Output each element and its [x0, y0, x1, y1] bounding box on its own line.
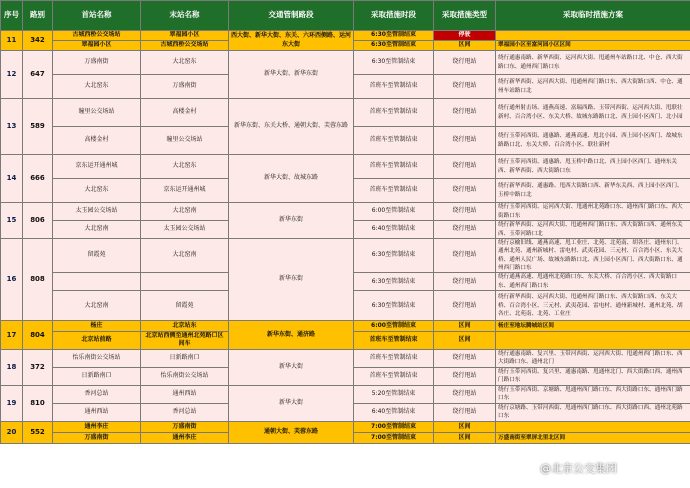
last-stop-cell: 京东运开通州城 — [141, 179, 229, 203]
row-number-cell: 19 — [1, 385, 23, 421]
plan-cell: 绕行新华西街、运河西大街、甩通州西门路口东、西大街路口西、东关大桥、百合湾小区、三元村、武夷花园、雷电村、通州新城村、通州北苑、胡各庄、北苑南、北苑、工业庄 — [496, 291, 690, 321]
time-cell: 首班车至管制结束 — [354, 75, 434, 99]
plan-cell: 杨庄至地坛腾城站区间 — [496, 321, 690, 332]
row-number-cell: 14 — [1, 155, 23, 203]
row-number-cell: 18 — [1, 349, 23, 385]
row-number-cell: 16 — [1, 239, 23, 321]
last-stop-cell: 北京站东 — [141, 321, 229, 332]
last-stop-cell: 日新路南口 — [141, 349, 229, 367]
last-stop-cell: 瞳里公交场站 — [141, 127, 229, 155]
control-road-cell: 新华东街、东关大桥、通朝大街、芙蓉东路 — [229, 99, 354, 155]
time-cell: 首班车至管制结束 — [354, 332, 434, 350]
first-stop-cell: 怡乐南街公交场站 — [53, 349, 141, 367]
time-cell: 5:20至管制结束 — [354, 385, 434, 403]
measure-type-cell: 绕行甩站 — [434, 273, 496, 291]
first-stop-cell: 京东运开通州城 — [53, 155, 141, 179]
measure-type-cell: 绕行甩站 — [434, 127, 496, 155]
time-cell: 6:30至管制结束 — [354, 291, 434, 321]
time-cell: 6:40至管制结束 — [354, 403, 434, 421]
row-number-cell: 20 — [1, 421, 23, 443]
row-number-cell: 13 — [1, 99, 23, 155]
table-row — [1, 421, 690, 432]
last-stop-cell: 大北窑南 — [141, 239, 229, 273]
table-row — [1, 203, 690, 221]
last-stop-cell: 北京站西侧至通州北苑路口区间车 — [141, 332, 229, 350]
plan-cell — [496, 421, 690, 432]
plan-cell: 绕行通燕高速、甩通州北苑路口东、东关大桥、百合湾小区、西大街路口东、通州西门路口东 — [496, 273, 690, 291]
header-cell: 路别 — [23, 1, 53, 31]
time-cell: 7:00至管制结束 — [354, 432, 434, 443]
measure-type-cell: 区间 — [434, 432, 496, 443]
time-cell: 6:00至管制结束 — [354, 203, 434, 221]
first-stop-cell: 通州西站 — [53, 403, 141, 421]
table-row — [1, 155, 690, 179]
plan-cell: 绕行通惠南路、新华西街、运河西大街、甩通州车站路口北、中仓、西大街路口东、通州西门路口东 — [496, 51, 690, 75]
control-road-cell: 新华东街 — [229, 203, 354, 239]
table-row — [1, 239, 690, 273]
last-stop-cell: 高楼金村 — [141, 99, 229, 127]
measure-type-cell: 区间 — [434, 421, 496, 432]
first-stop-cell: 万盛南街 — [53, 432, 141, 443]
time-cell: 首班车至管制结束 — [354, 99, 434, 127]
header-cell: 采取措施时段 — [354, 1, 434, 31]
measure-type-cell: 绕行甩站 — [434, 239, 496, 273]
control-road-cell: 新华大街 — [229, 349, 354, 385]
measure-type-cell: 区间 — [434, 332, 496, 350]
plan-cell: 翠福园小区至富河园小区区间 — [496, 41, 690, 51]
table-row — [1, 51, 690, 75]
measure-type-cell: 绕行甩站 — [434, 367, 496, 385]
control-road-cell: 新华大街、新华东街 — [229, 51, 354, 99]
plan-cell: 万盛南街至翠屏北里北区间 — [496, 432, 690, 443]
route-code-cell: 589 — [23, 99, 53, 155]
last-stop-cell: 古城西桥公交场站 — [141, 41, 229, 51]
plan-cell: 绕行通惠南路、复兴里、玉带河西街、运河西大街、甩通州西门路口东、西大街路口东、通州北门 — [496, 349, 690, 367]
first-stop-cell: 瞳里公交场站 — [53, 99, 141, 127]
first-stop-cell: 北京站前路 — [53, 332, 141, 350]
first-stop-cell: 留霞苑 — [53, 239, 141, 273]
route-code-cell: 647 — [23, 51, 53, 99]
row-number-cell: 12 — [1, 51, 23, 99]
first-stop-cell: 大北窑东 — [53, 179, 141, 203]
last-stop-cell: 太玉园公交场站 — [141, 221, 229, 239]
route-code-cell: 342 — [23, 31, 53, 51]
plan-cell — [496, 332, 690, 350]
last-stop-cell: 大北窑东 — [141, 155, 229, 179]
first-stop-cell: 大北窑东 — [53, 75, 141, 99]
header-cell: 末站名称 — [141, 1, 229, 31]
table-body — [1, 31, 690, 444]
first-stop-cell: 杨庄 — [53, 321, 141, 332]
control-road-cell: 新华东街、通济路 — [229, 321, 354, 350]
last-stop-cell — [141, 273, 229, 291]
first-stop-cell: 大北窑南 — [53, 221, 141, 239]
last-stop-cell: 通州李庄 — [141, 432, 229, 443]
route-code-cell: 804 — [23, 321, 53, 350]
row-number-cell: 17 — [1, 321, 23, 350]
measure-type-cell: 绕行甩站 — [434, 349, 496, 367]
last-stop-cell: 香河总站 — [141, 403, 229, 421]
first-stop-cell: 万盛南街 — [53, 51, 141, 75]
time-cell: 6:30至管制结束 — [354, 31, 434, 41]
last-stop-cell: 大北窑南 — [141, 203, 229, 221]
measure-type-cell: 区间 — [434, 41, 496, 51]
measure-type-cell: 绕行甩站 — [434, 221, 496, 239]
first-stop-cell: 大北窑南 — [53, 291, 141, 321]
table-row — [1, 31, 690, 41]
measure-type-cell: 绕行甩站 — [434, 291, 496, 321]
plan-cell: 绕行玉带河西街、通惠路、通燕高速、甩北小园、西上园小区西门、故城东路路口北、东关大桥、百合湾小区、联壮新村 — [496, 127, 690, 155]
first-stop-cell: 古城西桥公交场站 — [53, 31, 141, 41]
first-stop-cell: 太玉园公交场站 — [53, 203, 141, 221]
table-row — [1, 321, 690, 332]
time-cell: 6:40至管制结束 — [354, 221, 434, 239]
measure-type-cell: 绕行甩站 — [434, 75, 496, 99]
last-stop-cell: 留霞苑 — [141, 291, 229, 321]
plan-cell: 绕行京榆旧线、通燕高速、甩工业庄、北苑、北苑南、胡各庄、通州东门、通州北苑、通州新城村、雷电村、武夷花园、三元村、百合湾小区、东关大桥、通州人民广场、故城东路路口北、西上园小区西门、西大街路口东、通州西门路口东 — [496, 239, 690, 273]
header-cell: 采取临时措施方案 — [496, 1, 690, 31]
plan-cell: 绕行玉带河西街、复兴里、通惠南路、甩通州北门、西大街路口西、通州西门路口东 — [496, 367, 690, 385]
control-road-cell: 新华大街、故城东路 — [229, 155, 354, 203]
time-cell: 6:30至管制结束 — [354, 239, 434, 273]
time-cell: 首班车至管制结束 — [354, 127, 434, 155]
route-code-cell: 552 — [23, 421, 53, 443]
time-cell: 6:30至管制结束 — [354, 41, 434, 51]
time-cell: 6:30至管制结束 — [354, 51, 434, 75]
header-cell: 首站名称 — [53, 1, 141, 31]
time-cell: 首班车至管制结束 — [354, 367, 434, 385]
measure-type-cell: 绕行甩站 — [434, 155, 496, 179]
last-stop-cell: 万盛南街 — [141, 75, 229, 99]
table-row — [1, 99, 690, 127]
last-stop-cell: 怡乐南街公交场站 — [141, 367, 229, 385]
time-cell: 首班车至管制结束 — [354, 155, 434, 179]
control-road-cell: 通朝大街、芙蓉东路 — [229, 421, 354, 443]
header-cell: 采取措施类型 — [434, 1, 496, 31]
watermark: @北京公交集团 — [540, 462, 617, 475]
first-stop-cell — [53, 273, 141, 291]
measure-type-cell: 绕行甩站 — [434, 203, 496, 221]
first-stop-cell: 翠福园小区 — [53, 41, 141, 51]
last-stop-cell: 翠福园小区 — [141, 31, 229, 41]
table-row — [1, 349, 690, 367]
row-number-cell: 15 — [1, 203, 23, 239]
row-number-cell: 11 — [1, 31, 23, 51]
table-row — [1, 385, 690, 403]
measure-type-cell: 绕行甩站 — [434, 99, 496, 127]
time-cell: 首班车至管制结束 — [354, 179, 434, 203]
first-stop-cell: 香河总站 — [53, 385, 141, 403]
time-cell: 6:30至管制结束 — [354, 273, 434, 291]
plan-cell — [496, 31, 690, 41]
plan-cell: 绕行新华西街、运河西大街、甩通州西门路口东、西大街路口西、中仓、通州车站路口北 — [496, 75, 690, 99]
measure-type-cell: 绕行甩站 — [434, 385, 496, 403]
plan-cell: 绕行玉带河西街、京塘路、甩通州西门路口东、西大街路口东、通州西门路口东 — [496, 385, 690, 403]
last-stop-cell: 万盛南街 — [141, 421, 229, 432]
route-code-cell: 666 — [23, 155, 53, 203]
route-code-cell: 372 — [23, 349, 53, 385]
plan-cell: 绕行通州射击场、通燕高速、富瑞西路、玉带河西街、运河西大街、甩联壮新村、百合湾小区、东关大桥、故城东路路口北、西上园小区西门、北小园 — [496, 99, 690, 127]
first-stop-cell: 通州李庄 — [53, 421, 141, 432]
header-cell: 序号 — [1, 1, 23, 31]
measure-type-cell: 停驶 — [434, 31, 496, 41]
plan-cell: 绕行京塘路、玉带河西街、甩通州西门路口东、西大街路口西、通州北苑路口东 — [496, 403, 690, 421]
route-code-cell: 808 — [23, 239, 53, 321]
control-road-cell: 新华大街 — [229, 385, 354, 421]
header-cell: 交通管制路段 — [229, 1, 354, 31]
last-stop-cell: 大北窑东 — [141, 51, 229, 75]
control-road-cell: 西大街、新华大街、东关、六环西侧路、运河东大街 — [229, 31, 354, 51]
first-stop-cell: 高楼金村 — [53, 127, 141, 155]
plan-cell: 绕行新华西街、运河西大街、甩通州西门路口东、西大街路口西、通州东关西、玉带河路口北 — [496, 221, 690, 239]
measure-type-cell: 绕行甩站 — [434, 51, 496, 75]
time-cell: 首班车至管制结束 — [354, 349, 434, 367]
first-stop-cell: 日新路南口 — [53, 367, 141, 385]
plan-cell: 绕行新华西街、通惠路、甩西大街路口西、新华东关西、西上园小区西门、玉桥中路口北 — [496, 179, 690, 203]
time-cell: 7:00至管制结束 — [354, 421, 434, 432]
route-code-cell: 806 — [23, 203, 53, 239]
plan-cell: 绕行玉带河西街、运河西大街、甩通州北苑路口东、通州西门路口东、西大街路口东 — [496, 203, 690, 221]
plan-cell: 绕行玉带河西街、通惠路、甩玉桥中路口北、西上园小区西门、通州东关西、新华西街、西大街路口东 — [496, 155, 690, 179]
time-cell: 6:00至管制结束 — [354, 321, 434, 332]
route-code-cell: 810 — [23, 385, 53, 421]
table-header-row — [1, 1, 690, 31]
last-stop-cell: 通州西站 — [141, 385, 229, 403]
measure-type-cell: 区间 — [434, 321, 496, 332]
measure-type-cell: 绕行甩站 — [434, 179, 496, 203]
measure-type-cell: 绕行甩站 — [434, 403, 496, 421]
control-road-cell: 新华东街 — [229, 239, 354, 321]
